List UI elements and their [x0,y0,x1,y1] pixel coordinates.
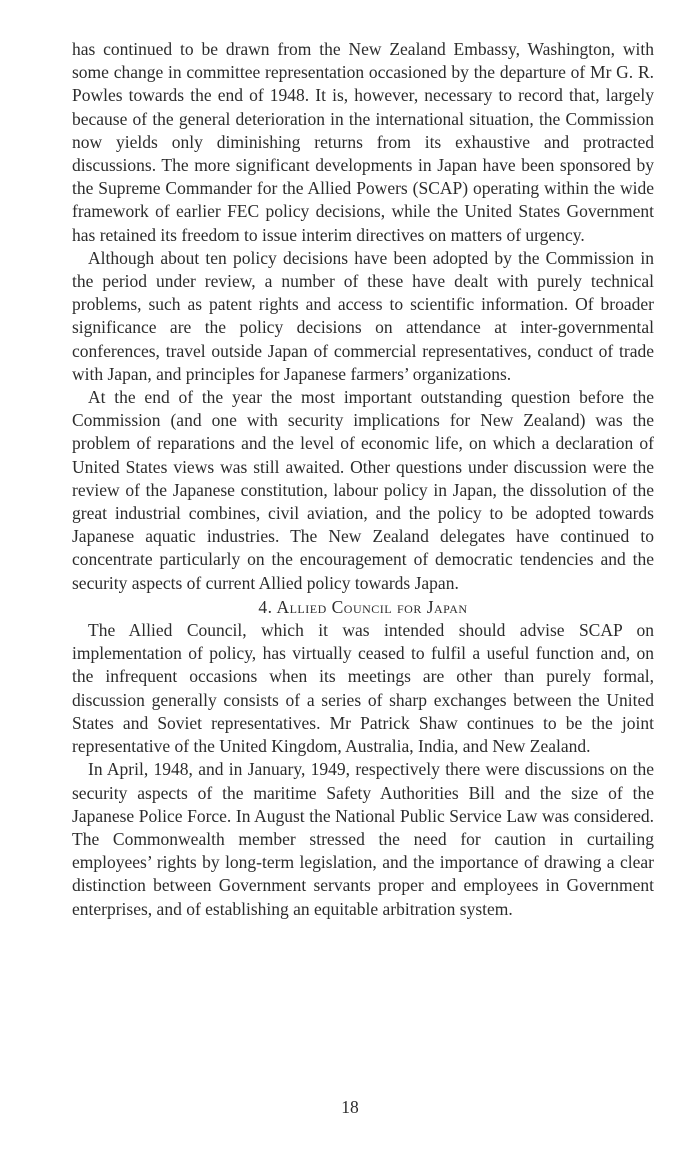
body-paragraph: At the end of the year the most important outstanding question before the Commission (and one with security implications for New Zealand) was the problem of reparations and the level of economic life, on which a declaration of United States views was still awaited. Other questions under discussion were the review of the Japanese constitution, labour policy in Japan, the dissolution of the great industrial combines, civil aviation, and the policy to be adopted towards Japanese aquatic industries. The New Zealand delegates have continued to concentrate particularly on the encouragement of democratic tendencies and the security aspects of current Allied policy towards Japan. [72,387,654,593]
body-paragraph: The Allied Council, which it was intended should advise SCAP on implementation of policy, has virtually ceased to fulfil a useful function and, on the infrequent occasions when its meetings are other than purely formal, discussion generally consists of a series of sharp exchanges between the United States and Soviet representatives. Mr Patrick Shaw continues to be the joint representative of the United Kingdom, Australia, India, and New Zealand. [72,620,654,757]
body-paragraph: Although about ten policy decisions have been adopted by the Commission in the period under review, a number of these have dealt with purely technical problems, such as patent rights and access to scientific information. Of broader significance are the policy decisions on attendance at inter-governmental conferences, travel outside Japan of commercial representatives, conduct of trade with Japan, and principles for Japanese farmers’ organizations. [72,247,654,384]
document-page [72,38,654,921]
page-number: 18 [341,1097,359,1117]
body-paragraph: In April, 1948, and in January, 1949, respectively there were discussions on the security aspects of the maritime Safety Authorities Bill and the size of the Japanese Police Force. In August the National Public Service Law was considered. The Commonwealth member stressed the need for caution in curtailing employees’ rights by long-term legislation, and the importance of drawing a clear distinction between Government servants proper and employees in Government enterprises, and of establishing an equitable arbitration system. [72,759,654,919]
body-paragraph: has continued to be drawn from the New Zealand Embassy, Washington, with some change in committee representation occasioned by the departure of Mr G. R. Powles towards the end of 1948. It is, however, necessary to record that, largely because of the general deterioration in the international situation, the Commission now yields only diminishing returns from its exhaustive and protracted discussions. The more significant developments in Japan have been sponsored by the Supreme Commander for the Allied Powers (SCAP) operating within the wide framework of earlier FEC policy decisions, while the United States Government has retained its freedom to issue interim directives on matters of urgency. [72,39,654,245]
section-heading: 4. Allied Council for Japan [258,596,468,617]
